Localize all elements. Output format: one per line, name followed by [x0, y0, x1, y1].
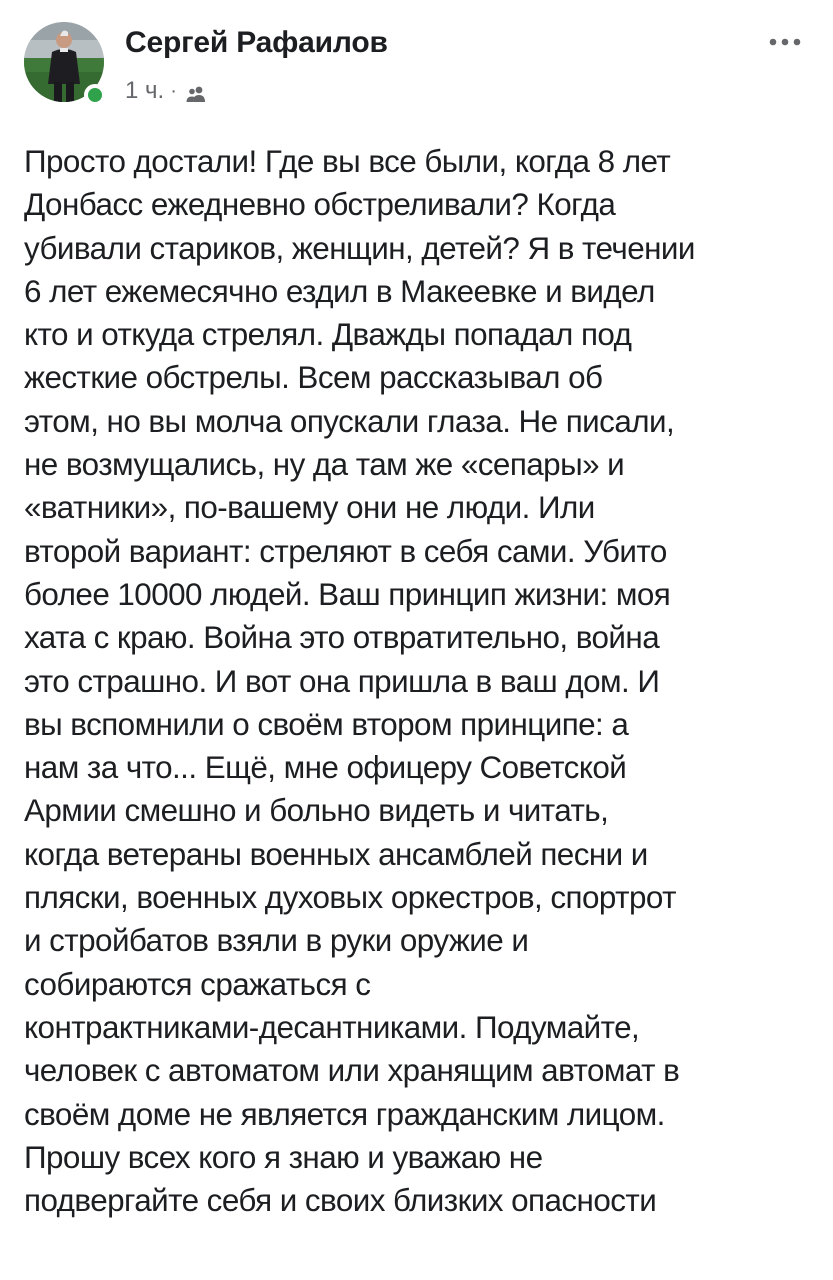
friends-icon[interactable]: [185, 82, 207, 100]
post-timestamp[interactable]: 1 ч.: [125, 77, 165, 104]
online-status-indicator: [84, 84, 106, 106]
more-options-button[interactable]: [761, 26, 809, 58]
more-horizontal-icon: [768, 37, 802, 47]
post-meta: [125, 78, 207, 104]
meta-separator: ·: [170, 79, 177, 102]
post-message-text: Просто достали! Где вы все были, когда 8 лет Донбасс ежедневно обстреливали? Когда убивали стариков, женщин, детей? Я в течении 6 лет ежемесячно ездил в Макеевке и видел кто и откуда стрелял. Дважды попадал под жесткие обстрелы. Всем рассказывал об этом, но вы молча опускали глаза. Не писали, не возмущались, ну да там же «сепары» и «ватники», по-вашему они не люди. Или второй вариант: стреляют в себя сами. Убито более 10000 людей. Ваш принцип жизни: моя хата с краю. Война это отвратительно, война это страшно. И вот она пришла в ваш дом. И вы вспомнили о своём втором принципе: а нам за что... Ещё, мне офицеру Советской Армии смешно и больно видеть и читать, когда ветераны военных ансамблей песни и пляски, военных духовых оркестров, спортрот и стройбатов взяли в руки оружие и собираются сражаться с контрактниками-десантниками. Подумайте, человек с автоматом или хранящим автомат в своём доме не является гражданским лицом. Прошу всех кого я знаю и уважаю не подвергайте себя и своих близких опасности: [24, 144, 695, 1219]
post-header: [24, 22, 809, 112]
author-name-link[interactable]: Сергей Рафаилов: [125, 26, 388, 59]
